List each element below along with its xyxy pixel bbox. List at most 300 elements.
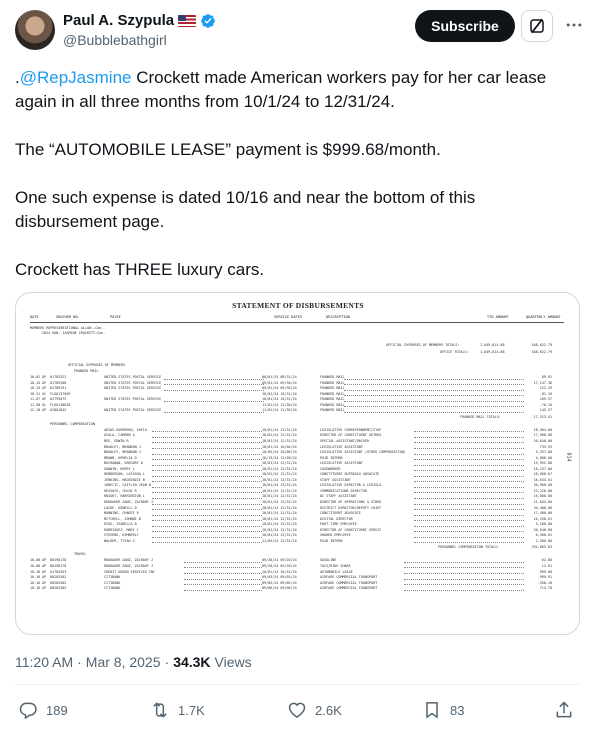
dotted-leader (164, 401, 264, 402)
personnel-row-service-dates: 10/01/24 12/31/24 (262, 433, 297, 438)
franked-row-voucher: 01783322 (50, 375, 67, 379)
dotted-leader (184, 567, 262, 568)
travel-row-type: AP (42, 575, 47, 580)
personnel-row-payee: BROWN, OPHELIA D (104, 455, 137, 460)
personnel-row-payee: MANNING, CHANTE R (104, 511, 139, 516)
travel-row-description: AIRFARE COMMERCIAL TRANSPORT (320, 575, 378, 580)
dotted-leader (414, 526, 524, 527)
personnel-row-amount: 20,640.00 (533, 438, 552, 443)
travel-row-payee: KRAKAUER GANZ, ZACHARY J (104, 563, 153, 568)
personnel-row-description: LEGISLATIVE DIRECTOR & LEGISLA (320, 483, 382, 488)
personnel-row-service-dates: 10/01/24 12/31/24 (262, 511, 297, 516)
franked-row-voucher: 01795075 (50, 397, 67, 402)
bookmark-button[interactable] (422, 700, 464, 720)
dotted-leader (184, 573, 262, 574)
travel-row-voucher: 80198178 (50, 563, 67, 568)
personnel-row-description: DIGITAL DIRECTOR (320, 516, 353, 521)
franked-row-voucher: 01801842 (50, 408, 67, 413)
divider (15, 684, 580, 685)
dotted-leader (152, 531, 262, 532)
franked-row-date: 10-31 (30, 391, 41, 396)
personnel-row-service-dates: 10/01/24 12/31/24 (262, 466, 297, 471)
col-header-service-dates: SERVICE DATES (274, 315, 303, 319)
travel-row-type: AP (42, 580, 47, 585)
tweet-media-image[interactable] (15, 292, 580, 635)
franked-row-date: 10-02 (30, 375, 41, 379)
dotted-leader (152, 492, 262, 493)
personnel-row-description: DIRECTOR OF CONSTITUENT OUTREA (320, 433, 382, 438)
personnel-row-service-dates: 10/01/24 10/04/24 (262, 444, 297, 449)
travel-row-service-dates: 09/06/24 09/06/24 (262, 586, 297, 591)
repost-count: 1.7K (178, 702, 205, 718)
section-travel: TRAVEL (74, 552, 87, 557)
franked-totals-label: FRANKED MAIL TOTALS: (460, 414, 501, 419)
dotted-leader (184, 584, 262, 585)
personnel-row-payee: MITCHELL, JOHNNI B (104, 516, 141, 521)
franked-row-amount: 122.29 (539, 386, 552, 391)
personnel-row-payee: RODRIGUEZ, MARY C (104, 527, 139, 532)
franked-row-voucher: FLGO137969 (50, 391, 71, 396)
personnel-row-payee: KESSOCK, CHLOE R (104, 488, 137, 493)
personnel-row-service-dates: 10/01/24 12/31/24 (262, 477, 297, 482)
travel-row-service-dates: 09/03/24 09/03/24 (262, 575, 297, 580)
dotted-leader (184, 590, 262, 591)
franked-row-amount: -81.20 (539, 391, 552, 396)
dotted-leader (414, 531, 524, 532)
document-column-headers (30, 313, 564, 323)
tweet-meta (15, 654, 252, 670)
franked-row-service-dates: 11/01/24 11/30/24 (262, 402, 297, 407)
personnel-row-service-dates: 10/01/24 12/31/24 (262, 427, 297, 432)
personnel-row-description: LEGISLATIVE ASSISTANT (320, 461, 363, 466)
personnel-row-description: LEGISLATIVE ASSISTANT (OTHER COMPENSATION) (320, 450, 406, 455)
dotted-leader (414, 509, 524, 510)
office-totals-label: OFFICE TOTALS: (440, 350, 469, 354)
dotted-leader (164, 379, 264, 380)
dotted-leader (414, 542, 524, 543)
franked-row-date: 12-10 (30, 408, 41, 413)
repost-button[interactable] (150, 700, 205, 720)
meta-separator-2: · (164, 654, 170, 670)
travel-row-payee: CREDIT UNION SERVICES INC (104, 569, 156, 574)
franked-row-date: 11-30 (30, 402, 41, 407)
personnel-row-service-dates: 10/01/24 12/31/24 (262, 438, 297, 443)
dotted-leader (152, 459, 262, 460)
personnel-row-service-dates: 10/01/24 12/31/24 (262, 527, 297, 532)
personnel-row-payee: STEVENS, KIMBERLY (104, 533, 139, 538)
personnel-row-service-dates: 10/13/24 12/09/24 (262, 455, 297, 460)
travel-row-type: AP (42, 569, 47, 574)
dotted-leader (152, 465, 262, 466)
dotted-leader (152, 537, 262, 538)
franked-row-voucher: 01789200 (50, 380, 67, 385)
personnel-row-service-dates: 10/01/24 12/31/24 (262, 500, 297, 504)
dotted-leader (152, 476, 262, 477)
franked-row-amount: 89.92 (541, 375, 552, 379)
franked-row-payee: UNITED STATES POSTAL SERVICE (104, 397, 162, 402)
franked-row-service-dates: 10/01/24 10/31/24 (262, 397, 297, 402)
verified-badge-icon (200, 13, 216, 29)
personnel-row-service-dates: 11/05/24 12/31/24 (262, 538, 297, 543)
personnel-row-amount: 5,160.00 (535, 522, 552, 527)
dotted-leader (414, 431, 524, 432)
dotted-leader (152, 448, 262, 449)
more-options-button[interactable] (561, 12, 587, 38)
personnel-row-description: LEGISLATIVE ASSISTANT (320, 444, 363, 449)
dotted-leader (152, 498, 262, 499)
tweet-paragraph-4: Crockett has THREE luxury cars. (15, 260, 265, 279)
personnel-row-payee: HENDERSON, LATASHA L (104, 472, 145, 477)
dotted-leader (414, 442, 524, 443)
dotted-leader (164, 384, 264, 385)
dotted-leader (414, 481, 524, 482)
personnel-row-payee: BRADLEY, BRANDON J (104, 444, 141, 449)
personnel-row-amount: 17,480.00 (533, 511, 552, 516)
heart-icon (287, 700, 307, 720)
personnel-row-service-dates: 10/01/24 12/31/24 (262, 533, 297, 538)
franked-row-service-dates: 08/01/24 08/31/24 (262, 375, 297, 379)
office-line-2: 2024 HON. JASMINE CROCKETT—Con. (42, 331, 106, 335)
travel-row-amount: 714.78 (539, 586, 552, 591)
subscribe-button[interactable]: Subscribe (415, 10, 515, 42)
personnel-row-amount: 5,337.00 (535, 450, 552, 455)
dotted-leader (344, 384, 524, 385)
reply-button[interactable] (18, 700, 68, 720)
personnel-row-service-dates: 10/01/24 12/31/24 (262, 522, 297, 527)
personnel-row-amount: 16,250.01 (533, 516, 552, 521)
franked-row-description: FRANKED MAIL (320, 380, 345, 385)
personnel-row-payee: RIOS, ISABELLA B (104, 522, 137, 527)
dotted-leader (414, 454, 524, 455)
dotted-leader (152, 509, 262, 510)
travel-row-service-dates: 10/01/24 10/31/24 (262, 569, 297, 574)
travel-row-voucher: 01784353 (50, 569, 67, 574)
personnel-row-payee: JENKINS, MACKENZIE B (104, 477, 145, 482)
personnel-row-service-dates: 10/01/24 12/31/24 (262, 494, 297, 499)
dotted-leader (414, 498, 524, 499)
personnel-row-service-dates: 10/01/24 12/31/24 (262, 472, 297, 477)
us-flag-icon (178, 15, 196, 27)
personnel-row-amount: 19,952.00 (533, 461, 552, 466)
travel-row-date: 10-16 (30, 586, 41, 591)
document-title: STATEMENT OF DISBURSEMENTS (232, 301, 364, 310)
personnel-row-description: CONSTITUENT OUTREACH ADVOCATE (320, 472, 380, 477)
personnel-row-amount: 18,404.00 (533, 427, 552, 432)
personnel-row-payee: BUCHANAN, GREGORY D (104, 461, 143, 466)
share-button[interactable] (554, 700, 574, 720)
franked-row-amount: -70.10 (539, 402, 552, 407)
dotted-leader (344, 395, 524, 396)
dotted-leader (152, 504, 262, 505)
office-totals-quarterly: 548,622.79 (531, 350, 552, 354)
travel-row-voucher: 80198178 (50, 558, 67, 563)
dotted-leader (344, 412, 524, 413)
travel-row-payee: KRAKAUER GANZ, ZACHARY J (104, 558, 153, 563)
dotted-leader (414, 437, 524, 438)
travel-row-type: AP (42, 558, 47, 563)
dotted-leader (152, 442, 262, 443)
travel-row-date: 10-08 (30, 558, 41, 563)
travel-row-description: GASOLINE (320, 558, 337, 563)
dotted-leader (152, 520, 262, 521)
dotted-leader (344, 401, 524, 402)
avatar[interactable] (15, 10, 55, 50)
dotted-leader (404, 562, 524, 563)
franked-row-amount: 17,147.36 (533, 380, 552, 385)
travel-row-voucher: 80202502 (50, 586, 67, 591)
franked-row-service-dates: 11/01/24 11/30/24 (262, 408, 297, 413)
tweet-text (15, 66, 580, 306)
dotted-leader (344, 406, 524, 407)
views-label: Views (214, 654, 252, 670)
col-header-ytd: YTD AMOUNT (487, 315, 509, 319)
travel-row-amount: 999.68 (539, 569, 552, 574)
personnel-row-description: STAFF ASSISTANT (320, 477, 351, 482)
franked-row-service-dates: 09/01/24 09/30/24 (262, 386, 297, 391)
travel-row-date: 10-08 (30, 563, 41, 568)
col-header-payee: PAYEE (110, 315, 121, 319)
personnel-row-amount: 733.93 (539, 444, 552, 449)
franked-row-type: AP (42, 397, 47, 402)
dotted-leader (414, 470, 524, 471)
travel-row-service-dates: 09/20/24 09/20/24 (262, 563, 297, 568)
tweet-prefix: . (15, 68, 20, 87)
grok-slash-icon (528, 17, 546, 35)
franked-row-payee: UNITED STATES POSTAL SERVICE (104, 386, 162, 391)
personnel-totals-amount: 332,665.63 (531, 545, 552, 550)
personnel-row-amount: 4,080.00 (535, 455, 552, 460)
bookmark-icon (422, 700, 442, 720)
dotted-leader (152, 487, 262, 488)
members-totals-label: OFFICIAL EXPENSES OF MEMBERS TOTALS: (386, 343, 460, 347)
franked-row-type: AP (42, 386, 47, 391)
personnel-row-service-dates: 10/05/24 10/06/24 (262, 450, 297, 455)
dotted-leader (164, 390, 264, 391)
personnel-row-description: DISTRICT DIRECTOR/DEPUTY CHIEF (320, 505, 382, 510)
travel-row-payee: CITIBANK (104, 580, 121, 585)
personnel-row-description: CONSTITUENT ADVOCATE (320, 511, 361, 516)
tweet-line1-text: Crockett made American workers pay for her car lease again in all three months from 10/1/24 to 12/31/24. (15, 68, 547, 111)
travel-row-type: AP (42, 563, 47, 568)
dotted-leader (152, 431, 262, 432)
personnel-row-amount: 15,000.00 (533, 494, 552, 499)
personnel-row-description: COMMUNICATIONS DIRECTOR (320, 488, 367, 493)
personnel-row-service-dates: 10/01/24 12/31/24 (262, 516, 297, 521)
personnel-row-amount: 30,960.00 (533, 483, 552, 488)
meta-separator: · (77, 654, 82, 670)
franked-row-service-dates: 09/01/24 09/30/24 (262, 380, 297, 385)
personnel-row-description: DIRECTOR OF OPERATIONS & SCHED (320, 500, 382, 504)
franked-row-description: FRANKED MAIL (320, 402, 345, 407)
personnel-row-payee: KNIGHT, HARRINGTON L (104, 494, 145, 499)
personnel-row-payee: BEE, EDWIN R (104, 438, 129, 443)
franked-row-type: GL (42, 402, 47, 407)
travel-row-payee: CITIBANK (104, 586, 121, 591)
dotted-leader (414, 537, 524, 538)
franked-row-description: FRANKED MAIL (320, 397, 345, 402)
dotted-leader (152, 437, 262, 438)
tweet-paragraph-2: The “AUTOMOBILE LEASE” payment is $999.68/month. (15, 140, 441, 159)
franked-row-amount: 169.57 (539, 397, 552, 402)
travel-row-amount: -358.10 (537, 580, 552, 585)
personnel-row-service-dates: 10/01/24 12/31/24 (262, 505, 297, 510)
dotted-leader (152, 454, 262, 455)
personnel-row-amount: 16,634.01 (533, 477, 552, 482)
action-bar (0, 696, 589, 732)
personnel-row-amount: 6,500.01 (535, 533, 552, 538)
dotted-leader (404, 573, 524, 574)
personnel-row-description: DIRECTOR OF CONSTITUENT SERVIC (320, 527, 382, 532)
dotted-leader (404, 567, 524, 568)
travel-row-payee: CITIBANK (104, 575, 121, 580)
travel-row-amount: -999.91 (537, 575, 552, 580)
personnel-row-amount: 18,237.00 (533, 466, 552, 471)
mention-link[interactable]: @RepJasmine (19, 68, 132, 87)
col-header-voucher: VOUCHER NO. (56, 315, 80, 319)
franked-row-description: FRANKED MAIL (320, 375, 345, 379)
personnel-row-service-dates: 10/01/24 12/31/24 (262, 483, 297, 488)
personnel-row-payee: ARIAS-GUERRERO, SOFIA (104, 427, 147, 432)
personnel-row-payee: GODWIN, KERRY L (104, 466, 135, 471)
franked-row-service-dates: 10/01/24 10/31/24 (262, 391, 297, 396)
dotted-leader (404, 584, 524, 585)
disbursement-document (24, 299, 572, 629)
more-dots-icon (564, 15, 584, 35)
dotted-leader (164, 412, 264, 413)
tweet-time[interactable]: 11:20 AM (15, 654, 74, 670)
franked-row-description: FRANKED MAIL (320, 386, 345, 391)
dotted-leader (414, 520, 524, 521)
dotted-leader (414, 487, 524, 488)
dotted-leader (414, 515, 524, 516)
grok-button[interactable] (521, 10, 553, 42)
franked-row-type: AP (42, 380, 47, 385)
personnel-row-amount: 2,580.00 (535, 538, 552, 543)
tweet-header (0, 0, 589, 60)
travel-row-voucher: 80202502 (50, 580, 67, 585)
travel-row-description: TAXI/RIDE SHARE (320, 563, 351, 568)
franked-row-date: 10-15 (30, 386, 41, 391)
dotted-leader (152, 515, 262, 516)
col-header-quarterly: QUARTERLY AMOUNT (526, 315, 561, 319)
travel-row-description: AIRFARE COMMERCIAL TRANSPORT (320, 580, 378, 585)
personnel-row-amount: 16,666.67 (533, 472, 552, 477)
travel-row-amount: 12.01 (541, 563, 552, 568)
personnel-row-description: SHARED EMPLOYEE (320, 533, 351, 538)
dotted-leader (404, 590, 524, 591)
franked-row-type: AP (42, 375, 47, 379)
author-name[interactable]: Paul A. Szypula (63, 12, 175, 29)
col-header-description: DESCRIPTION (326, 315, 350, 319)
personnel-row-payee: KRAKAUER GANZ, ZACHARY J (104, 500, 153, 504)
dotted-leader (184, 562, 262, 563)
personnel-row-amount: 34,400.00 (533, 505, 552, 510)
author-handle[interactable]: @Bubblebathgirl (63, 32, 167, 48)
page-number: 814 (565, 452, 572, 462)
members-totals-ytd: 1,649,814.88 (480, 343, 505, 347)
office-totals-ytd: 1,649,814.88 (480, 350, 505, 354)
personnel-row-payee: LOCKE, KENDYLL D (104, 505, 137, 510)
franked-row-payee: UNITED STATES POSTAL SERVICE (104, 408, 162, 413)
travel-row-description: AIRFARE COMMERCIAL TRANSPORT (320, 586, 378, 591)
franked-row-payee: UNITED STATES POSTAL SERVICE (104, 380, 162, 385)
dotted-leader (414, 448, 524, 449)
personnel-row-amount: 17,980.00 (533, 433, 552, 438)
franked-row-amount: 145.57 (539, 408, 552, 413)
reply-count: 189 (46, 702, 68, 718)
personnel-row-payee: BRADLEY, BRANDON J (104, 450, 141, 455)
like-count: 2.6K (315, 702, 342, 718)
members-totals-quarterly: 548,622.79 (531, 343, 552, 347)
bookmark-count: 83 (450, 702, 465, 718)
dotted-leader (184, 579, 262, 580)
franked-row-payee: UNITED STATES POSTAL SERVICE (104, 375, 162, 379)
repost-icon (150, 700, 170, 720)
office-line-1: MEMBERS REPRESENTATIONAL ALLOW.—Con. (30, 326, 104, 330)
dotted-leader (414, 465, 524, 466)
franked-totals-amount: 17,523.41 (533, 414, 552, 419)
personnel-row-description: PAID INTERN (320, 538, 343, 543)
personnel-row-amount: 21,844.00 (533, 500, 552, 504)
travel-row-description: AUTOMOBILE LEASE (320, 569, 353, 574)
travel-row-type: AP (42, 586, 47, 591)
share-icon (554, 700, 574, 720)
tweet-paragraph-3: One such expense is dated 10/16 and near the bottom of this disbursement page. (15, 188, 476, 231)
dotted-leader (404, 579, 524, 580)
personnel-row-description: LEGISLATIVE CORRESPONDENT/STAF (320, 427, 382, 432)
travel-row-date: 10-16 (30, 575, 41, 580)
travel-row-date: 10-16 (30, 580, 41, 585)
personnel-totals-label: PERSONNEL COMPENSATION TOTALS: (438, 545, 500, 550)
dotted-leader (152, 481, 262, 482)
personnel-row-payee: WALKER, TYIAH G (104, 538, 135, 543)
personnel-row-payee: JUBECIC, CAITLIN JEAN B (104, 483, 151, 488)
travel-row-voucher: 80202502 (50, 575, 67, 580)
dotted-leader (344, 379, 524, 380)
views-count: 34.3K (173, 654, 211, 670)
reply-icon (18, 700, 38, 720)
dotted-leader (414, 476, 524, 477)
dotted-leader (152, 470, 262, 471)
personnel-row-amount: 20,640.00 (533, 527, 552, 532)
franked-row-type: AP (42, 408, 47, 413)
personnel-row-amount: 23,220.00 (533, 488, 552, 493)
personnel-row-description: PART-TIME EMPLOYEE (320, 522, 357, 527)
section-franked-mail: FRANKED MAIL (74, 369, 99, 373)
travel-row-service-dates: 09/05/24 09/05/24 (262, 580, 297, 585)
tweet-date[interactable]: Mar 8, 2025 (85, 654, 161, 670)
franked-row-voucher: 01789191 (50, 386, 67, 391)
dotted-leader (414, 492, 524, 493)
personnel-row-description: CASEWORKER (320, 466, 341, 471)
franked-row-type: GL (42, 391, 47, 396)
franked-row-voucher: FLGO138628 (50, 402, 71, 407)
personnel-row-service-dates: 10/01/24 12/31/24 (262, 488, 297, 493)
personnel-row-payee: AYALA, CARMEN A (104, 433, 135, 438)
travel-row-amount: 62.80 (541, 558, 552, 563)
travel-row-service-dates: 09/20/24 09/20/24 (262, 558, 297, 563)
dotted-leader (152, 526, 262, 527)
dotted-leader (344, 390, 524, 391)
franked-row-date: 10-15 (30, 380, 41, 385)
tweet-paragraph-1 (15, 66, 580, 114)
personnel-row-description: SPECIAL ASSISTANT/DRIVER (320, 438, 369, 443)
dotted-leader (414, 504, 524, 505)
franked-row-description: FRANKED MAIL (320, 391, 345, 396)
col-header-date: DATE (30, 315, 39, 319)
section-personnel: PERSONNEL COMPENSATION (50, 421, 95, 426)
like-button[interactable] (287, 700, 342, 720)
